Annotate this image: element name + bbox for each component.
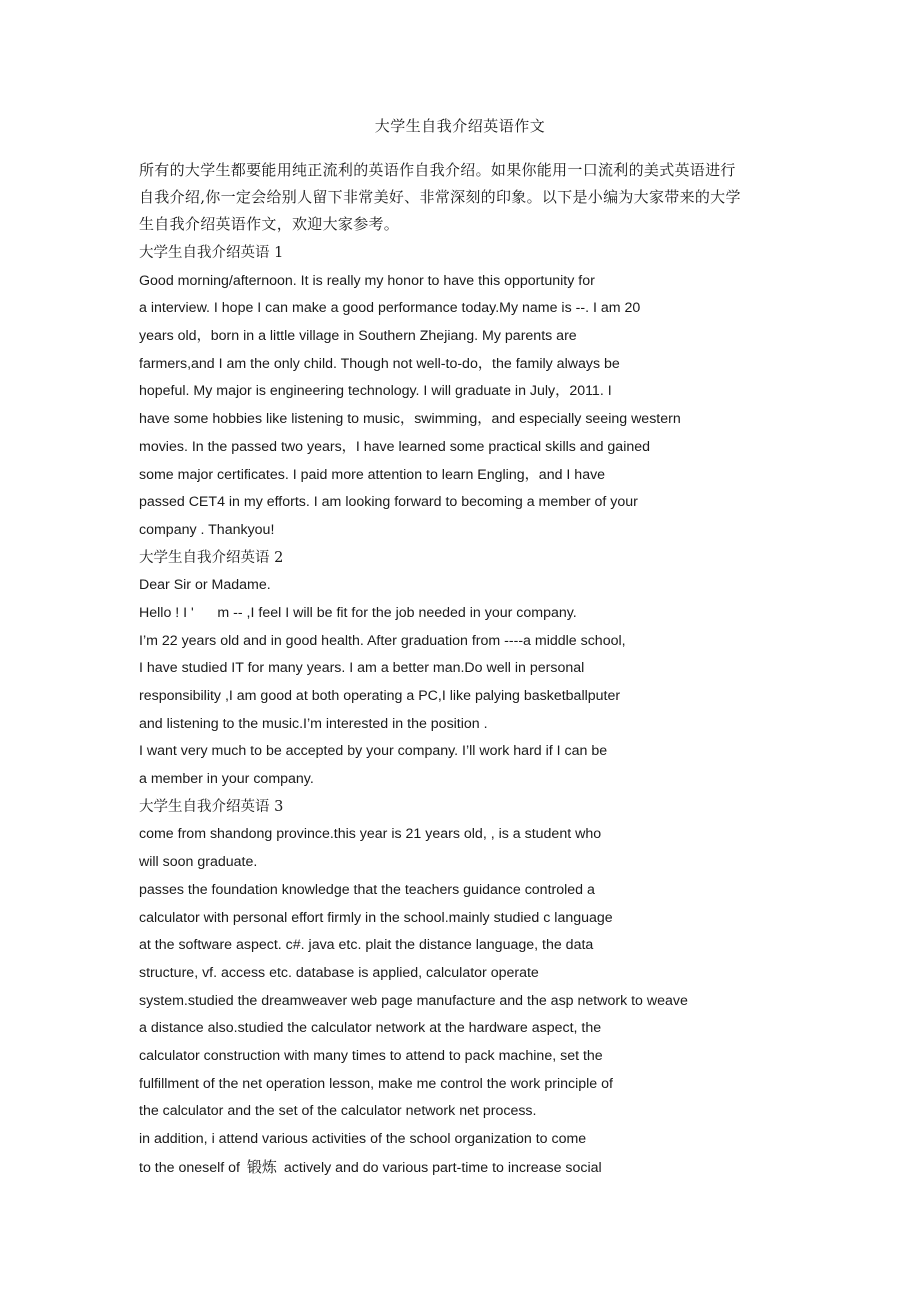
text-line: responsibility ,I am good at both operating a PC,I like palying basketballputer [139, 688, 621, 704]
text-line: and listening to the music.I’m interested in the position . [139, 715, 488, 732]
text-line: system.studied the dreamweaver web page manufacture and the asp network to weave [139, 992, 688, 1009]
intro-line: 自我介绍,你一定会给别人留下非常美好、非常深刻的印象。以下是小编为大家带来的大学 [139, 188, 741, 206]
document-title: 大学生自我介绍英语作文 [374, 117, 546, 135]
section-heading: 大学生自我介绍英语 2 [139, 549, 284, 566]
text-line: calculator construction with many times to attend to pack machine, set the [139, 1047, 603, 1064]
text-line: a interview. I hope I can make a good performance today.My name is --. I am 20 [139, 300, 641, 317]
text-line: in addition, i attend various activities of the school organization to come [139, 1131, 587, 1147]
text-line: structure, vf. access etc. database is applied, calculator operate [139, 964, 539, 981]
text-line-mixed [139, 1154, 839, 1182]
text-line: I want very much to be accepted by your company. I’ll work hard if I can be [139, 743, 608, 760]
text-line: farmers,and I am the only child. Though not well-to-do，the family always be [139, 355, 620, 372]
text-line: movies. In the passed two years，I have learned some practical skills and gained [139, 438, 651, 455]
cjk-word: 锻炼 [246, 1157, 277, 1176]
text-line: calculator with personal effort firmly in the school.mainly studied c language [139, 909, 613, 926]
text-line: Dear Sir or Madame. [139, 577, 271, 594]
text-line: I have studied IT for many years. I am a better man.Do well in personal [139, 660, 585, 677]
section-heading: 大学生自我介绍英语 3 [139, 798, 284, 815]
section-heading: 大学生自我介绍英语 1 [139, 245, 284, 261]
text-line: will soon graduate. [139, 854, 258, 871]
intro-line: 所有的大学生都要能用纯正流利的英语作自我介绍。如果你能用一口流利的美式英语进行 [139, 161, 736, 179]
text-line: Hello ! I ' m -- ,I feel I will be fit for the job needed in your company. [139, 604, 577, 621]
text-line: passed CET4 in my efforts. I am looking forward to becoming a member of your [139, 494, 638, 511]
text-line: the calculator and the set of the calculator network net process. [139, 1103, 537, 1120]
intro-paragraph [139, 157, 784, 238]
text-line: Good morning/afternoon. It is really my honor to have this opportunity for [139, 272, 595, 289]
text-line: company . Thankyou! [139, 521, 275, 538]
text-line: fulfillment of the net operation lesson, make me control the work principle of [139, 1075, 613, 1092]
text-line: years old，born in a little village in Southern Zhejiang. My parents are [139, 328, 577, 345]
intro-line: 生自我介绍英语作文，欢迎大家参考。 [139, 215, 400, 233]
text-line: at the software aspect. c#. java etc. plait the distance language, the data [139, 937, 594, 954]
text-line: I’m 22 years old and in good health. After graduation from ----a middle school, [139, 632, 626, 649]
text-fragment: to the oneself of [139, 1159, 240, 1176]
text-line: come from shandong province.this year is 21 years old, , is a student who [139, 826, 602, 843]
text-line: some major certificates. I paid more attention to learn Engling，and I have [139, 466, 606, 483]
document-body [139, 240, 839, 1181]
text-line: a distance also.studied the calculator network at the hardware aspect, the [139, 1020, 602, 1037]
text-line: a member in your company. [139, 771, 314, 788]
text-line: passes the foundation knowledge that the teachers guidance controled a [139, 881, 595, 898]
text-fragment: actively and do various part-time to increase social [283, 1159, 602, 1176]
text-line: have some hobbies like listening to music，swimming，and especially seeing western [139, 411, 681, 428]
text-line: hopeful. My major is engineering technology. I will graduate in July，2011. I [139, 383, 612, 400]
